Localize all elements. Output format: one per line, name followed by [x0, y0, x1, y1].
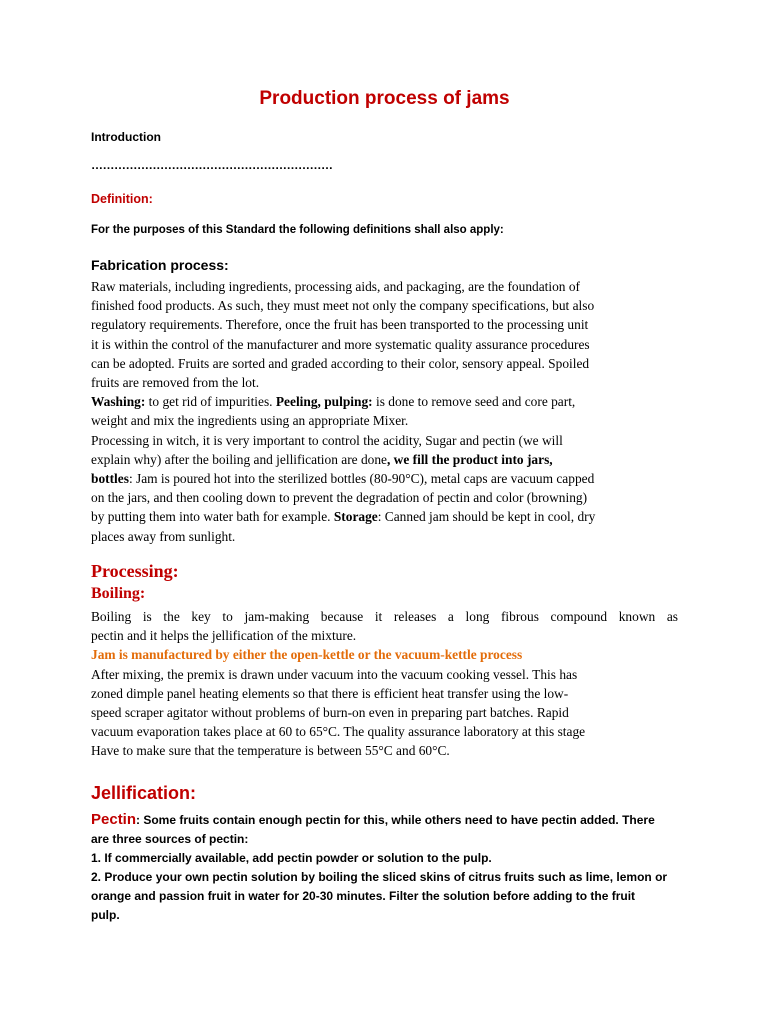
jellification-heading: Jellification: [91, 783, 197, 803]
text-line: it is within the control of the manufacturer and more systematic quality assurance procedures [91, 336, 590, 352]
list-item: 1. If commercially available, add pectin powder or solution to the pulp. [91, 851, 492, 865]
processing-heading: Processing: [91, 561, 179, 581]
definition-heading: Definition: [91, 192, 153, 206]
storage-label: Storage [333, 509, 378, 525]
text-line: vacuum evaporation takes place at 60 to 65°C. The quality assurance laboratory at this stage [91, 724, 586, 740]
text-line: speed scraper agitator without problems of burn-on even in preparing part batches. Rapid [91, 705, 569, 721]
fabrication-body [91, 277, 678, 546]
text-line: Raw materials, including ingredients, processing aids, and packaging, are the foundation of [91, 279, 580, 294]
text-line: Have to make sure that the temperature is between 55°C and 60°C. [91, 743, 450, 759]
text-line: on the jars, and then cooling down to prevent the degradation of pectin and color (browning) [91, 490, 588, 506]
text-line: pectin and it helps the jellification of the mixture. [91, 628, 357, 644]
text-line: regulatory requirements. Therefore, once the fruit has been transported to the processing unit [91, 317, 589, 333]
text-line: fruits are removed from the lot. [91, 375, 260, 391]
text-line: by putting them into water bath for example. Storage: Canned jam should be kept in cool, dry [91, 509, 596, 525]
text-line: weight and mix the ingredients using an appropriate Mixer. [91, 413, 409, 429]
page-title: Production process of jams [259, 88, 510, 109]
text-line: orange and passion fruit in water for 20-30 minutes. Filter the solution before adding to the fruit [91, 889, 636, 903]
text-line: Boiling is the key to jam-making because it releases a long fibrous compound known as [91, 609, 678, 624]
pectin-label: Pectin [91, 811, 137, 828]
text-line: pulp. [91, 908, 120, 922]
boiling-heading: Boiling: [91, 585, 146, 602]
washing-label: Washing: [91, 394, 146, 410]
text-line: After mixing, the premix is drawn under vacuum into the vacuum cooking vessel. This has [91, 666, 578, 682]
introduction-label: Introduction [91, 130, 161, 144]
bottles-label: bottles [91, 471, 129, 487]
text-line: finished food products. As such, they must meet not only the company specifications, but also [91, 298, 595, 314]
kettle-process-highlight: Jam is manufactured by either the open-kettle or the vacuum-kettle process [91, 647, 523, 663]
list-item: 2. Produce your own pectin solution by boiling the sliced skins of citrus fruits such as lime, lemon or [91, 870, 668, 884]
text-line: Pectin: Some fruits contain enough pectin for this, while others need to have pectin added. There [91, 811, 655, 828]
peeling-label: Peeling [275, 394, 318, 410]
text-line: explain why) after the boiling and jellification are done, we fill the product into jars, [91, 451, 553, 467]
text-line: are three sources of pectin: [91, 832, 249, 846]
text-line: can be adopted. Fruits are sorted and graded according to their color, sensory appeal. Spoiled [91, 355, 590, 371]
pectin-block [91, 810, 678, 925]
text-line: zoned dimple panel heating elements so that there is efficient heat transfer using the low- [91, 685, 569, 701]
text-line: bottles: Jam is poured hot into the sterilized bottles (80-90°C), metal caps are vacuum capped [91, 471, 595, 487]
text-line: Washing: to get rid of impurities. Peeling, pulping: is done to remove seed and core part, [91, 394, 576, 410]
text-line: Processing in witch, it is very important to control the acidity, Sugar and pectin (we will [91, 432, 563, 448]
pulping-label: pulping: [324, 394, 373, 410]
text-line: places away from sunlight. [91, 528, 236, 544]
boiling-body [91, 607, 678, 761]
placeholder-dots: ……………………………………………………… [91, 158, 333, 172]
definition-text: For the purposes of this Standard the following definitions shall also apply: [91, 224, 504, 236]
fabrication-heading: Fabrication process: [91, 257, 229, 273]
